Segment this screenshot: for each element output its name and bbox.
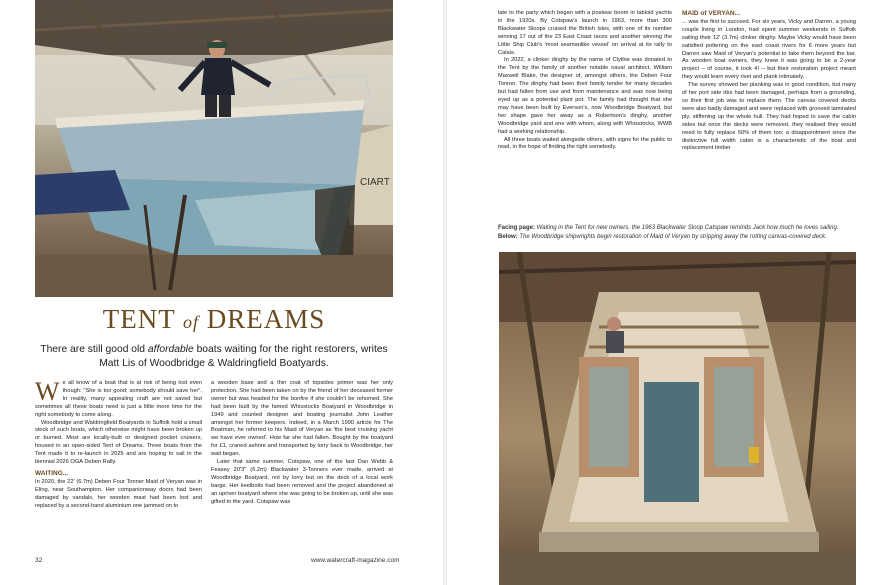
body-paragraph: ... was the first to succeed. For six years, Vicky and Darren, a young couple living in London, had spent summer weekends in Suffolk sailing their 12' (3.7m) clinker dinghy. Maybe Vicky would have been satisfied pottering on the east coast rivers for 6 more years but Darren saw Maid of Veryan's potential to take them beyond the bar. As wooden boat owners, they knew it was going to be a 2-year project – of course, it took 4! – but their restoration project meant they would learn every rivet and plank intimately.	[682, 18, 856, 81]
page-number: 32	[35, 557, 43, 564]
caption-text-facing: Waiting in the Tent for new owners, the 1963 Blackwater Sloop Catspaw reminds Jack how much he loves sailing.	[535, 225, 839, 231]
intro-paragraph: e all know of a boat that is at risk of being lost even though: "She is too good; somebody should save her". In reality, many appealing craft are not saved but sometimes all these boats need is just a little more time for the right somebody to come along.	[35, 380, 202, 418]
body-paragraph: Later that same summer, Cotspaw, one of the last Dan Webb & Feasey 20'3" (6.2m) Blackwater 3-Tonners ever made, arrived at Woodbridge Boatyard, not by lorry but on the deck of a local work barge. Her keelbolts had been removed and the project abandoned at an upriver boatyard where she was going to be broken up, until she was gifted to the yard. Cotspaw was	[211, 459, 393, 505]
body-paragraph: In 2022, a clinker dinghy by the name of Clythie was donated to the Tent by the family of another notable naval architect, William Maxwell Blake, the designer of, amongst others, the Deben Four Tonner. The dinghy had been their family tender for many decades but had fallen from use and from maintenance and was now being eyed up as a potential plant pot. The family had thought that she may have been built by Everson's, now Woodbridge Boatyard, but her shape gave her away as a Robertson's dinghy, another Woodbridge yard and one with whom, along with Whisstocks, WWB had a working relationship.	[498, 57, 672, 135]
headline-of: of	[182, 312, 199, 332]
body-paragraph: In 2020, the 22' (6.7m) Deben Four Tonner Maid of Veryan was in Eling, near Southampton. Her companionway doors had been damaged by vandals, her wooden mast had been lost and replaced by a second-hand aluminium one jammed on to	[35, 478, 202, 509]
body-paragraph: a wooden base and a thin coat of topsides primer was her only protection. She had been taken on by the friend of her deceased former owner but was headed for the bonfire if she couldn't be rehomed. She had been built by the famed Whisstocks Boatyard in Woodbridge in 1949 and counted designer and boating journalist John Leather amongst her former keepers. Indeed, in a March 1990 article for The Boatman, he referred to his Maid of Veryan as 'the best cruising yacht we have ever owned'. How far she had fallen. Bought by the boatyard for £1, craned ashore and transported by lorry back to Woodbridge, her wait began.	[211, 380, 393, 458]
body-paragraph: late to the party which began with a postwar boom in tabloid yachts in the 1920s. By Cotspaw's launch in 1963, more than 300 Blackwater Sloops cruised the British Isles, with one of its number winning 17 out of the 23 East Coast races and another winning the Little Ship Club's 'most seamanlike vessel' on arrival at its rally to Calais.	[498, 10, 672, 56]
caption-label-below: Below:	[498, 234, 518, 240]
boat-photo-illustration	[35, 0, 393, 297]
hull-photo	[499, 252, 856, 585]
body-column-2	[211, 380, 393, 545]
caption-label-facing: Facing page:	[498, 225, 536, 231]
article-headline	[35, 304, 393, 335]
body-paragraph: The survey showed her planking was in good condition, but many of her port side ribs had been damaged, perhaps from a grounding, so their first job was to replace them. The canvas covered decks were also badly damaged and were replaced with grooved laminated ply, stiffening up the whole hull. They had hoped to save the cabin sides but once the decks were removed, they realised they would need to fully replace 50% of them too; a disappointment since the distinctive full width cabin is a characteristic of the boat and replacement timber	[682, 82, 856, 152]
standfirst-pre: There are still good old	[40, 344, 148, 355]
page-gutter	[443, 0, 447, 585]
body-column-4	[682, 10, 856, 215]
headline-part1: TENT	[102, 304, 176, 334]
standfirst	[35, 343, 393, 370]
body-column-3	[498, 10, 672, 215]
magazine-url: www.watercraft-magazine.com	[311, 557, 400, 564]
caption-text-below: The Woodbridge shipwrights begin restoration of Maid of Veryan by stripping away the rotting canvas-covered deck.	[517, 234, 827, 240]
drop-cap: W	[35, 380, 60, 406]
boat-registration: CIART	[360, 177, 390, 188]
standfirst-emphasis: affordable	[147, 344, 194, 355]
body-column-1	[35, 380, 202, 550]
hull-photo-illustration	[499, 252, 856, 585]
body-paragraph: All three boats waited alongside others, with signs for the public to read, in the hope of finding the right somebody.	[498, 136, 672, 151]
boat-photo	[35, 0, 393, 297]
body-paragraph: Woodbridge and Waldringfield Boatyards in Suffolk hold a small stock of such boats, which otherwise might have been broken up or burned. Most are locally-built or designed pocket cruisers, housed in an open-sided Tent of Dreams. Three boats from the Tent made it to re-launch in 2025 and are hoping to sail in the biennial 2026 OGA Deben Rally.	[35, 419, 202, 466]
photo-caption	[498, 224, 856, 242]
headline-part2: DREAMS	[206, 304, 326, 334]
standfirst-post: boats waiting for the right restorers, writes Matt Lis of Woodbridge & Waldringfield Boatyards.	[99, 344, 388, 369]
section-subhead-maid: MAID of VERYAN...	[682, 10, 741, 17]
section-subhead-waiting: WAITING...	[35, 469, 69, 477]
